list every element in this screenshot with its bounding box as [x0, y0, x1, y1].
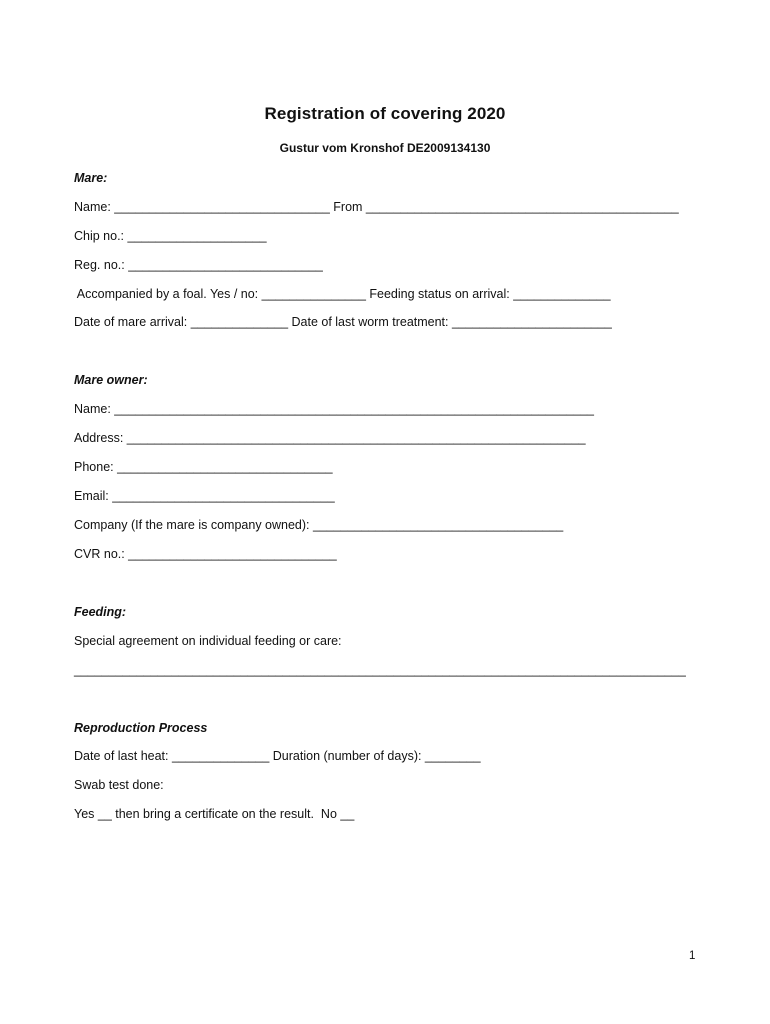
- page-title: Registration of covering 2020: [264, 104, 506, 123]
- mare-foal-feeding-field[interactable]: Accompanied by a foal. Yes / no: _______________ Feeding status on arrival: ______________: [74, 287, 611, 301]
- reproduction-swab-label: Swab test done:: [74, 778, 164, 792]
- mare-dates-field[interactable]: Date of mare arrival: ______________ Date of last worm treatment: _______________________: [74, 315, 612, 329]
- page-number: 1: [689, 950, 696, 962]
- reproduction-heat-field[interactable]: Date of last heat: ______________ Duration (number of days): ________: [74, 749, 481, 763]
- mare-heading: Mare:: [74, 171, 108, 185]
- owner-cvr-field[interactable]: CVR no.: ______________________________: [74, 547, 337, 561]
- mare-name-from-field[interactable]: Name: _______________________________ From _____________________________________________: [74, 200, 679, 214]
- owner-name-field[interactable]: Name: _____________________________________________________________________: [74, 402, 594, 416]
- feeding-agreement-label: Special agreement on individual feeding or care:: [74, 634, 342, 648]
- mare-chip-field[interactable]: Chip no.: ____________________: [74, 229, 267, 243]
- owner-company-field[interactable]: Company (If the mare is company owned): ____________________________________: [74, 518, 564, 532]
- owner-email-field[interactable]: Email: ________________________________: [74, 489, 335, 503]
- reproduction-heading: Reproduction Process: [74, 721, 208, 735]
- owner-heading: Mare owner:: [74, 373, 148, 387]
- owner-address-field[interactable]: Address: __________________________________________________________________: [74, 431, 586, 445]
- owner-phone-field[interactable]: Phone: _______________________________: [74, 460, 333, 474]
- feeding-agreement-field[interactable]: ________________________________________________________________________________________: [74, 663, 686, 677]
- mare-reg-field[interactable]: Reg. no.: ____________________________: [74, 258, 323, 272]
- page-subtitle: Gustur vom Kronshof DE2009134130: [279, 141, 491, 155]
- feeding-heading: Feeding:: [74, 605, 127, 619]
- reproduction-swab-yesno-field[interactable]: Yes __ then bring a certificate on the result. No __: [74, 807, 355, 821]
